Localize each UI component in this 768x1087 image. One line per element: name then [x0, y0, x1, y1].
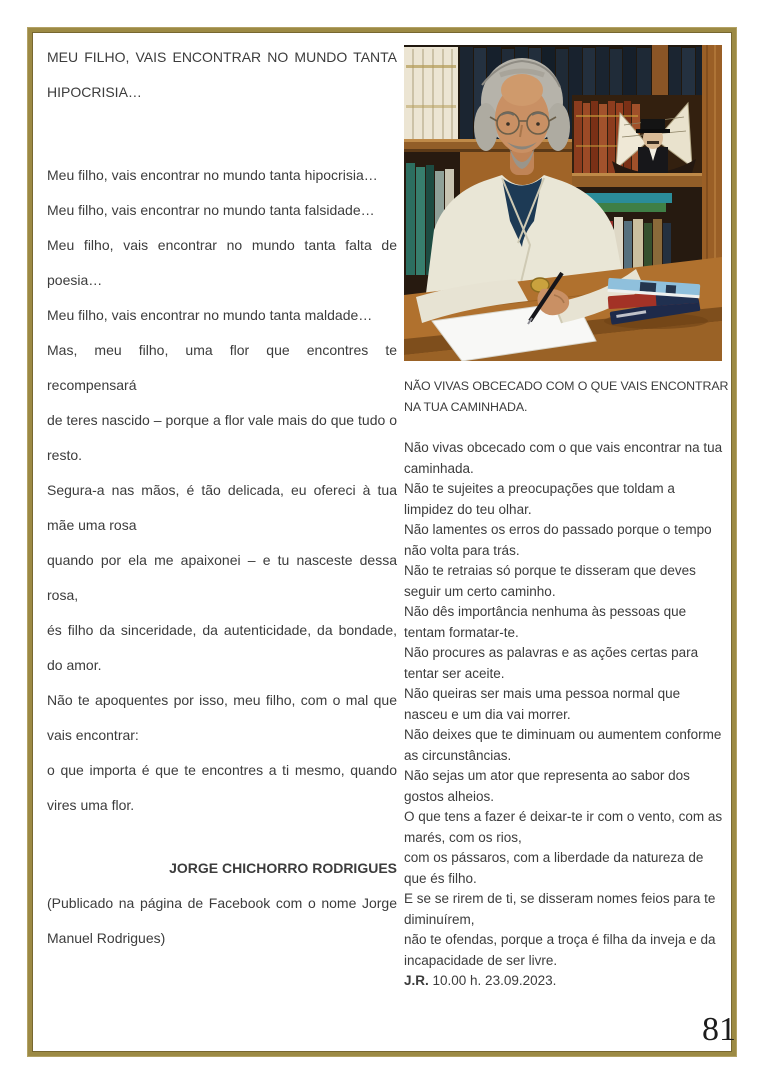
author-photo	[404, 45, 722, 361]
right-column	[404, 376, 729, 992]
poem-line: quando por ela me apaixonei – e tu nasceste dessa rosa,	[47, 552, 397, 603]
prose-line: Não te retraias só porque te disseram que deves seguir um certo caminho.	[404, 563, 696, 599]
books-stack	[604, 278, 708, 329]
prose-line: Não dês importância nenhuma às pessoas que tentam formatar-te.	[404, 604, 687, 640]
prose-line: Não deixes que te diminuam ou aumentem conforme as circunstâncias.	[404, 727, 722, 763]
poem-line: de teres nascido – porque a flor vale mais do que tudo o resto.	[47, 412, 397, 463]
prose-line: com os pássaros, com a liberdade da natureza de que és filho.	[404, 850, 704, 886]
prose-line: Não vivas obcecado com o que vais encontrar na tua caminhada.	[404, 440, 723, 476]
prose-line: Não sejas um ator que representa ao sabor dos gostos alheios.	[404, 768, 690, 804]
prose-line: Não lamentes os erros do passado porque o tempo não volta para trás.	[404, 522, 712, 558]
prose-heading-line: NA TUA CAMINHADA.	[404, 400, 528, 414]
prose-line: não te ofendas, porque a troça é filha da inveja e da incapacidade de ser livre.	[404, 932, 716, 968]
signature-datetime: 10.00 h. 23.09.2023.	[428, 973, 557, 988]
prose-line: O que tens a fazer é deixar-te ir com o vento, com as marés, com os rios,	[404, 809, 723, 845]
poem-line: Segura-a nas mãos, é tão delicada, eu ofereci à tua mãe uma rosa	[47, 482, 397, 533]
signature-initials: J.R.	[404, 973, 429, 988]
publication-note: (Publicado na página de Facebook com o nome Jorge Manuel Rodrigues)	[47, 895, 397, 946]
prose-heading	[404, 376, 729, 418]
prose-line: Não te sujeites a preocupações que toldam a limpidez do teu olhar.	[404, 481, 675, 517]
poem-line: Meu filho, vais encontrar no mundo tanta hipocrisia…	[47, 167, 378, 183]
prose-body	[404, 438, 726, 971]
poem-line: Não te apoquentes por isso, meu filho, com o mal que vais encontrar:	[47, 692, 397, 743]
poem-title: MEU FILHO, VAIS ENCONTRAR NO MUNDO TANTA HIPOCRISIA…	[47, 49, 397, 100]
attribution	[47, 851, 397, 956]
signature-line	[404, 971, 726, 992]
poem-line: és filho da sinceridade, da autenticidade, da bondade, do amor.	[47, 622, 397, 673]
prose-line: Não procures as palavras e as ações certas para tentar ser aceite.	[404, 645, 699, 681]
left-column	[47, 40, 397, 956]
poem-line: o que importa é que te encontres a ti mesmo, quando vires uma flor.	[47, 762, 397, 813]
poem-line: Meu filho, vais encontrar no mundo tanta falta de poesia…	[47, 237, 397, 288]
prose-heading-line: NÃO VIVAS OBCECADO COM O QUE VAIS ENCONTRAR	[404, 379, 729, 393]
prose-line: E se se rirem de ti, se disseram nomes feios para te diminuírem,	[404, 891, 716, 927]
poem-line: Mas, meu filho, uma flor que encontres te recompensará	[47, 342, 397, 393]
author-photo-illustration	[404, 45, 722, 361]
poem-line: Meu filho, vais encontrar no mundo tanta maldade…	[47, 307, 373, 323]
poem-body	[47, 158, 397, 823]
author-name: JORGE CHICHORRO RODRIGUES	[169, 860, 397, 876]
prose-line: Não queiras ser mais uma pessoa normal que nasceu e um dia vai morrer.	[404, 686, 681, 722]
page-number: 81	[702, 1011, 736, 1048]
poem-line: Meu filho, vais encontrar no mundo tanta falsidade…	[47, 202, 375, 218]
